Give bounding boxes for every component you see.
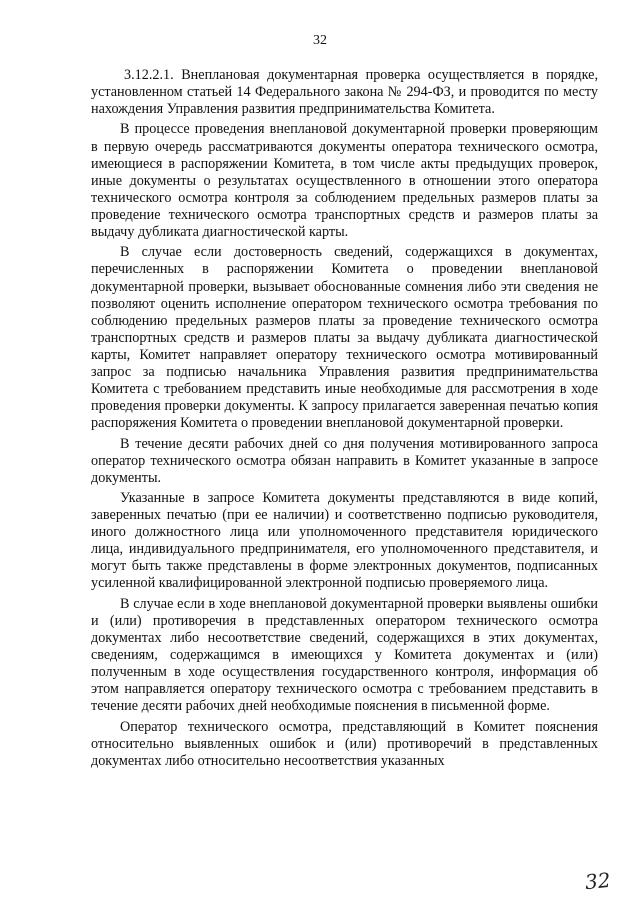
document-body <box>91 67 598 773</box>
paragraph-review-process: В процессе проведения внеплановой документарной проверки проверяющим в первую очередь рассматриваются документы оператора технического осмотра, имеющиеся в распоряжении Комитета, в том числе акты предыдущих проверок, иные документы о результатах осуществленного в отношении этого оператора технического осмотра контроля за соблюдением предельных размеров платы за проведение технического осмотра транспортных средств и размеров платы за выдачу дубликата диагностической карты. <box>91 121 598 241</box>
paragraph-errors-found: В случае если в ходе внеплановой документарной проверки выявлены ошибки и (или) противоречия в представленных оператором технического осмотра документах либо несоответствие сведений, содержащихся в этих документах, сведениям, содержащимся в имеющихся у Комитета документах и (или) полученным в ходе осуществления государственного контроля, информация об этом направляется оператору технического осмотра с требованием представить в течение десяти рабочих дней необходимые пояснения в письменной форме. <box>91 595 598 715</box>
page-number: 32 <box>313 33 327 48</box>
paragraph-3-12-2-1: 3.12.2.1. Внеплановая документарная проверка осуществляется в порядке, установленном статьей 14 Федерального закона № 294-ФЗ, и проводится по месту нахождения Управления развития предпринимательства Комитета. <box>91 67 598 118</box>
handwritten-page-number: 32 <box>583 867 612 895</box>
paragraph-explanations: Оператор технического осмотра, представляющий в Комитет пояснения относительно выявленных ошибок и (или) противоречий в представленных документах либо относительно несоответствия указанных <box>91 718 598 769</box>
paragraph-ten-days-deadline: В течение десяти рабочих дней со дня получения мотивированного запроса оператор технического осмотра обязан направить в Комитет указанные в запросе документы. <box>91 435 598 486</box>
paragraph-document-copies: Указанные в запросе Комитета документы представляются в виде копий, заверенных печатью (при ее наличии) и соответственно подписью руководителя, иного должностного лица или уполномоченного представителя юридического лица, индивидуального предпринимателя, его уполномоченного представителя, и могут быть также представлены в форме электронных документов, подписанных усиленной квалифицированной электронной подписью проверяемого лица. <box>91 490 598 592</box>
paragraph-doubt-of-information: В случае если достоверность сведений, содержащихся в документах, перечисленных в распоряжении Комитета о проведении внеплановой документарной проверки, вызывает обоснованные сомнения либо эти сведения не позволяют оценить исполнение оператором технического осмотра требования по соблюдению предельных размеров платы за проведение технического осмотра транспортных средств и размеров платы за выдачу дубликата диагностической карты, Комитет направляет оператору технического осмотра мотивированный запрос за подписью начальника Управления развития предпринимательства Комитета с требованием представить иные необходимые для рассмотрения в ходе проведения проверки документы. К запросу прилагается заверенная печатью копия распоряжения Комитета о проведении внеплановой документарной проверки. <box>91 244 598 432</box>
